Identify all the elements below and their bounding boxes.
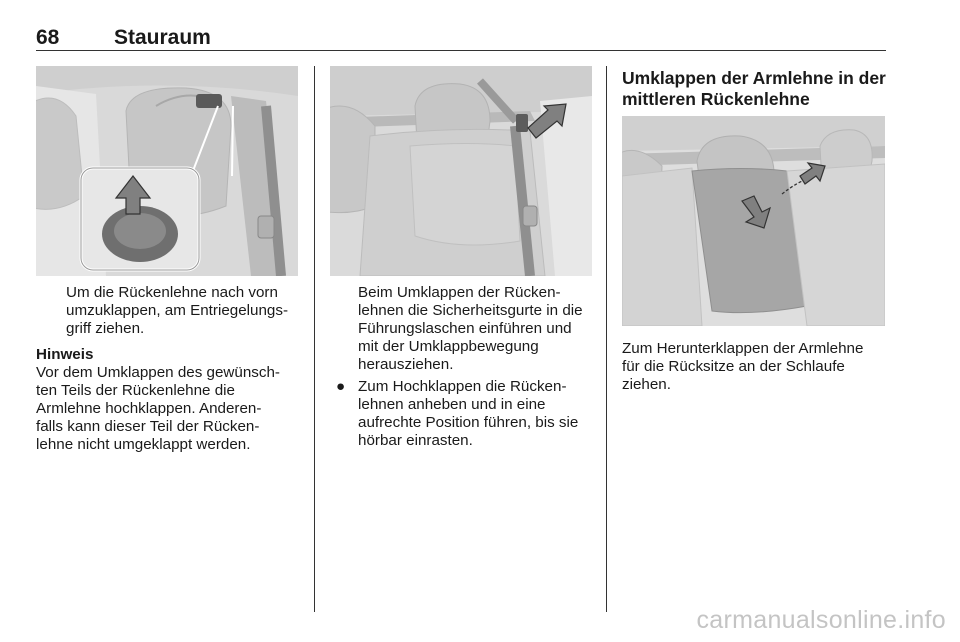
text-line: Um die Rückenlehne nach vorn xyxy=(66,284,278,301)
text-line: Führungslaschen einführen und xyxy=(358,320,572,337)
text-line: mit der Umklappbewegung xyxy=(358,338,539,355)
text-line: Armlehne hochklappen. Anderen- xyxy=(36,400,262,417)
heading-line: Umklappen der Armlehne in der xyxy=(622,68,886,88)
figure-seat-release xyxy=(36,66,298,276)
text-line: falls kann dieser Teil der Rücken- xyxy=(36,418,260,435)
bullet-dot-icon: ● xyxy=(336,378,346,395)
page-number: 68 xyxy=(36,26,60,49)
page-header xyxy=(36,26,886,52)
header-rule xyxy=(36,50,886,51)
caption-release xyxy=(66,284,314,338)
text-line: lehnen anheben und in eine xyxy=(358,396,546,413)
text-line: ten Teils der Rückenlehne die xyxy=(36,382,235,399)
text-line: Zum Hochklappen die Rücken- xyxy=(358,378,567,395)
seatbelt-guide-illustration xyxy=(330,66,592,276)
text-line: herausziehen. xyxy=(358,356,454,373)
note-title: Hinweis xyxy=(36,346,94,363)
note-block xyxy=(36,346,308,454)
section-heading xyxy=(622,68,892,110)
text-line: Vor dem Umklappen des gewünsch- xyxy=(36,364,280,381)
text-line: Beim Umklappen der Rücken- xyxy=(358,284,561,301)
seat-release-illustration xyxy=(36,66,298,276)
column-divider-1 xyxy=(314,66,315,612)
text-line: Zum Herunterklappen der Armlehne xyxy=(622,340,864,357)
text-line: hörbar einrasten. xyxy=(358,432,473,449)
text-line: aufrechte Position führen, bis sie xyxy=(358,414,579,431)
armrest-fold-illustration xyxy=(622,116,885,326)
figure-armrest xyxy=(622,116,885,326)
step-text xyxy=(358,284,598,374)
bullet-item xyxy=(336,378,598,450)
watermark: carmanualsonline.info xyxy=(696,606,946,634)
armrest-text xyxy=(622,340,892,394)
text-line: griff ziehen. xyxy=(66,320,145,337)
column-divider-2 xyxy=(606,66,607,612)
heading-line: mittleren Rückenlehne xyxy=(622,89,810,109)
text-line: umzuklappen, am Entriegelungs- xyxy=(66,302,289,319)
figure-seatbelt-guide xyxy=(330,66,592,276)
text-line: lehnen die Sicherheitsgurte in die xyxy=(358,302,583,319)
text-line: ziehen. xyxy=(622,376,671,393)
text-line: für die Rücksitze an der Schlaufe xyxy=(622,358,845,375)
text-line: lehne nicht umgeklappt werden. xyxy=(36,436,251,453)
section-title: Stauraum xyxy=(114,26,211,49)
